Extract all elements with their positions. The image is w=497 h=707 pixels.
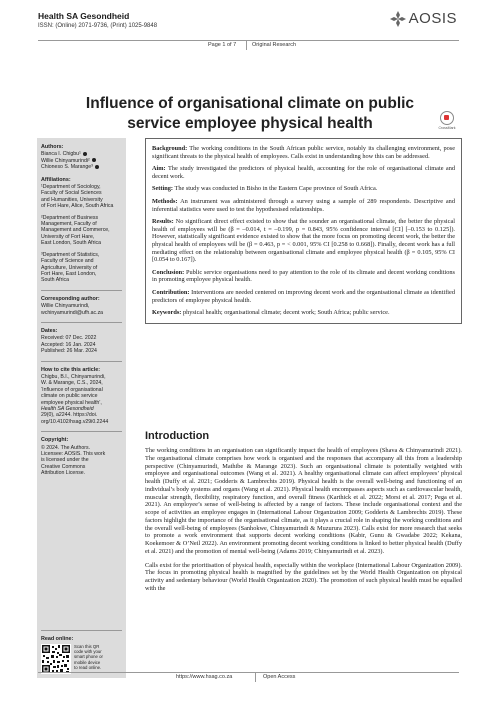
corresponding-author-name: Willie Chinyamurindi, [41,303,90,310]
abstract-keywords: Keywords: physical health; organisational climate; decent work; South Africa; public service. [152,309,390,317]
issn: ISSN: (Online) 2071-9736, (Print) 1025-9848 [38,23,158,29]
date-accepted: Accepted: 16 Jan. 2024 [41,341,96,348]
citation-line: employee physical health’, [41,399,102,406]
qr-text-line: mobile device [74,659,101,665]
introduction-heading: Introduction [145,430,210,442]
author-name: Bianca I. Chigbu¹ [41,151,81,158]
affiliation-line: Fort Hare, East London, [41,270,97,277]
copyright-line: © 2024. The Authors. [41,444,91,451]
qr-instructions [74,644,103,674]
sidebar-divider [41,322,122,323]
qr-code-icon[interactable] [41,644,71,674]
dates-block [41,328,122,355]
citation-block [41,367,122,426]
read-online-block [41,626,122,674]
affiliation-line: Agriculture, University of [41,264,98,271]
dates-heading: Dates: [41,327,58,334]
affiliation-line: University of Fort Hare, [41,233,95,240]
date-published: Published: 26 Mar. 2024 [41,348,97,355]
title-line-2: service employee physical health [127,115,373,132]
footer-divider [255,672,256,682]
article-info-sidebar [37,138,126,678]
crossmark-icon [440,111,454,125]
sidebar-divider [41,361,122,362]
affiliation-2 [41,215,122,247]
introduction-paragraph: The working conditions in an organisation can significantly impact the health of employees (Shava & Chinyamurindi 2021). The organisational climate comprises how work is organised and the responses that accompany all this from a leadership perspective (Chinyamurindi, Mathibe & Marange 2023). Such an organisational climate is potentially weighted with employee and organisational outcomes (Wang et al. 2021). A healthy organisational climate can affect employees’ physical health (Duffy et al. 2021; Godderis & Lambrechts 2019). Physical health is the overall well-being and functioning of an individual’s body systems and organs (Wang et al. 2021). Physical health encompasses aspects such as cardiovascular health, muscular strength, flexibility, respiratory function, and overall fitness (Karthick et al. 2022; Morsi et al. 2017; Pega et al. 2021). An employee’s sense of well-being is affected by a range of factors. These include organisational context and the scope of activities an employee engages in (International Labour Organization 2009; Godderis & Lambrechts 2019). These factors highlight the importance of the organisational climate, as it plays a crucial role in shaping the working conditions and the overall well-being of employees (Sanhokwe, Chinyamurindi & Muzurura 2023). Calls exist for more research that seeks to promote a work environment that supports decent working conditions (Kabir, Gunu & Gwadabe 2022; Kekana, Koekemoer & O’Neil 2022). An environment promoting decent working conditions is linked to better physical health (Duffy et al. 2021) and the promotion of mental well-being (Adams 2019; Chinyamurindi et al. 2023). [145,447,462,555]
corresponding-author-heading: Corresponding author: [41,295,100,302]
affiliation-line: South Africa [41,277,69,284]
author-name: Chioneso S. Marange³ [41,164,93,171]
qr-text-line: Scan this QR [74,644,100,649]
qr-text-line: smart phone or [74,654,103,660]
affiliation-line: Management and Commerce, [41,227,110,234]
abstract-methods: Methods: An instrument was administered through a survey using a sample of 289 respondents. Descriptive and inferential statistics were used to test the hypothesised relationships. [152,197,455,213]
affiliation-line: ³Department of Statistics, [41,251,100,258]
copyright-line: Creative Commons [41,463,86,470]
affiliation-line: Faculty of Science and [41,258,94,265]
affiliation-1 [41,184,122,210]
citation-doi[interactable]: org/10.4102/hsag.v29i0.2244 [41,418,109,425]
copyright-line: is licensed under the [41,457,89,464]
open-access-label: Open Access [263,674,296,680]
abstract-aim: Aim: The study investigated the predictors of physical health, accounting for the role of organisational climate and decent work. [152,165,455,180]
header-divider [246,40,247,50]
citation-heading: How to cite this article: [41,366,101,373]
sidebar-divider [41,431,122,432]
read-online-heading: Read online: [41,635,74,642]
article-title [60,94,440,134]
crossmark-badge[interactable] [435,111,459,130]
affiliation-3 [41,252,122,284]
citation-line: climate on public service [41,393,98,400]
citation-line: ‘Influence of organisational [41,386,103,393]
orcid-icon[interactable] [83,152,87,156]
header-rule [38,40,459,50]
citation-line: W. & Marange, C.S., 2024, [41,380,103,387]
citation-line: 29(0), a2244. https://doi. [41,412,98,419]
citation-journal: Health SA Gesondheid [41,406,94,412]
introduction-body [145,447,462,599]
abstract-conclusion: Conclusion: Public service organisations need to pay attention to the role of its climate and decent working conditions in promoting employee physical health. [152,268,455,284]
affiliation-line: ²Department of Business [41,214,99,221]
publisher-logo[interactable] [390,10,457,27]
abstract-contribution: Contribution: Interventions are needed centered on improving decent work and the organisational climate as identified predictors of employee physical health. [152,288,455,304]
affiliation-line: Management, Faculty of [41,221,97,228]
publisher-logo-text: AOSIS [408,10,457,27]
qr-text-line: code with your [74,649,102,655]
introduction-paragraph: Calls exist for the prioritisation of physical health, especially within the workplace (International Labour Organization 2009). The focus in promoting physical health is magnified by the guidelines set by the World Health Organization on physical activity and sedentary behaviour (World Health Organization 2020). The promotion of such physical health must be equalled with the [145,561,462,592]
copyright-line: Attribution License. [41,470,86,477]
copyright-block [41,437,122,476]
affiliation-line: ¹Department of Sociology, [41,184,101,191]
copyright-heading: Copyright: [41,437,69,444]
authors-heading: Authors: [41,144,64,150]
affiliations-block [41,177,122,284]
author-name: Willie Chinyamurindi² [41,157,90,164]
abstract-setting: Setting: The study was conducted in Bisho in the Eastern Cape province of South Africa. [152,185,378,193]
aosis-logo-icon [390,11,406,27]
orcid-icon[interactable] [92,158,96,162]
footer-url-link[interactable]: https://www.hsag.co.za [176,674,233,680]
affiliation-line: East London, South Africa [41,240,101,247]
crossmark-label: CrossMark [438,126,456,130]
citation-line: Chigbu, B.I., Chinyamurindi, [41,373,106,380]
qr-text-line: to read online. [74,664,102,670]
date-received: Received: 07 Dec. 2022 [41,335,97,342]
affiliation-line: of Fort Hare, Alice, South Africa [41,203,114,210]
abstract-background: Background: The working conditions in the South African public service, notably its challenging environment, pose significant threats to the physical health of employees. Calls exist in understanding how this can be addressed. [152,145,455,160]
authors-block [41,144,122,171]
corresponding-author-block [41,296,122,316]
title-line-1: Influence of organisational climate on public [85,95,415,112]
affiliation-line: and Humanities, University [41,196,103,203]
page-info: Page 1 of 7 [208,42,237,48]
sidebar-divider [41,630,122,631]
copyright-line: Licensee: AOSIS. This work [41,451,106,458]
sidebar-divider [41,290,122,291]
footer-rule [38,672,459,682]
corresponding-author-email[interactable]: wchinyamurindi@ufh.ac.za [41,309,104,316]
journal-title: Health SA Gesondheid [38,11,130,21]
article-type: Original Research [252,42,297,48]
abstract-results: Results: No significant direct effect existed to show that the sounder an organisational climate, the better the physical health of employees will be (β = –0.014, t = –0.199, p = 0.843, 95% confidence interval [CI] [–0.153 to 0.125]). However, statistically significant evidence existed to show that the more focus on promoting decent work, the better the physical health of employees will be (β = 0.463, p = < 0.001, 95% CI [0.258 to 0.668]). Finally, decent work has a full mediating effect on the relationship between organisational climate and employee physical health (β = 0.105, 95% CI [0.054 to 0.167]). [152,218,455,264]
orcid-icon[interactable] [95,165,99,169]
affiliations-heading: Affiliations: [41,176,71,183]
abstract-box [145,138,462,324]
affiliation-line: Faculty of Social Sciences [41,190,102,197]
